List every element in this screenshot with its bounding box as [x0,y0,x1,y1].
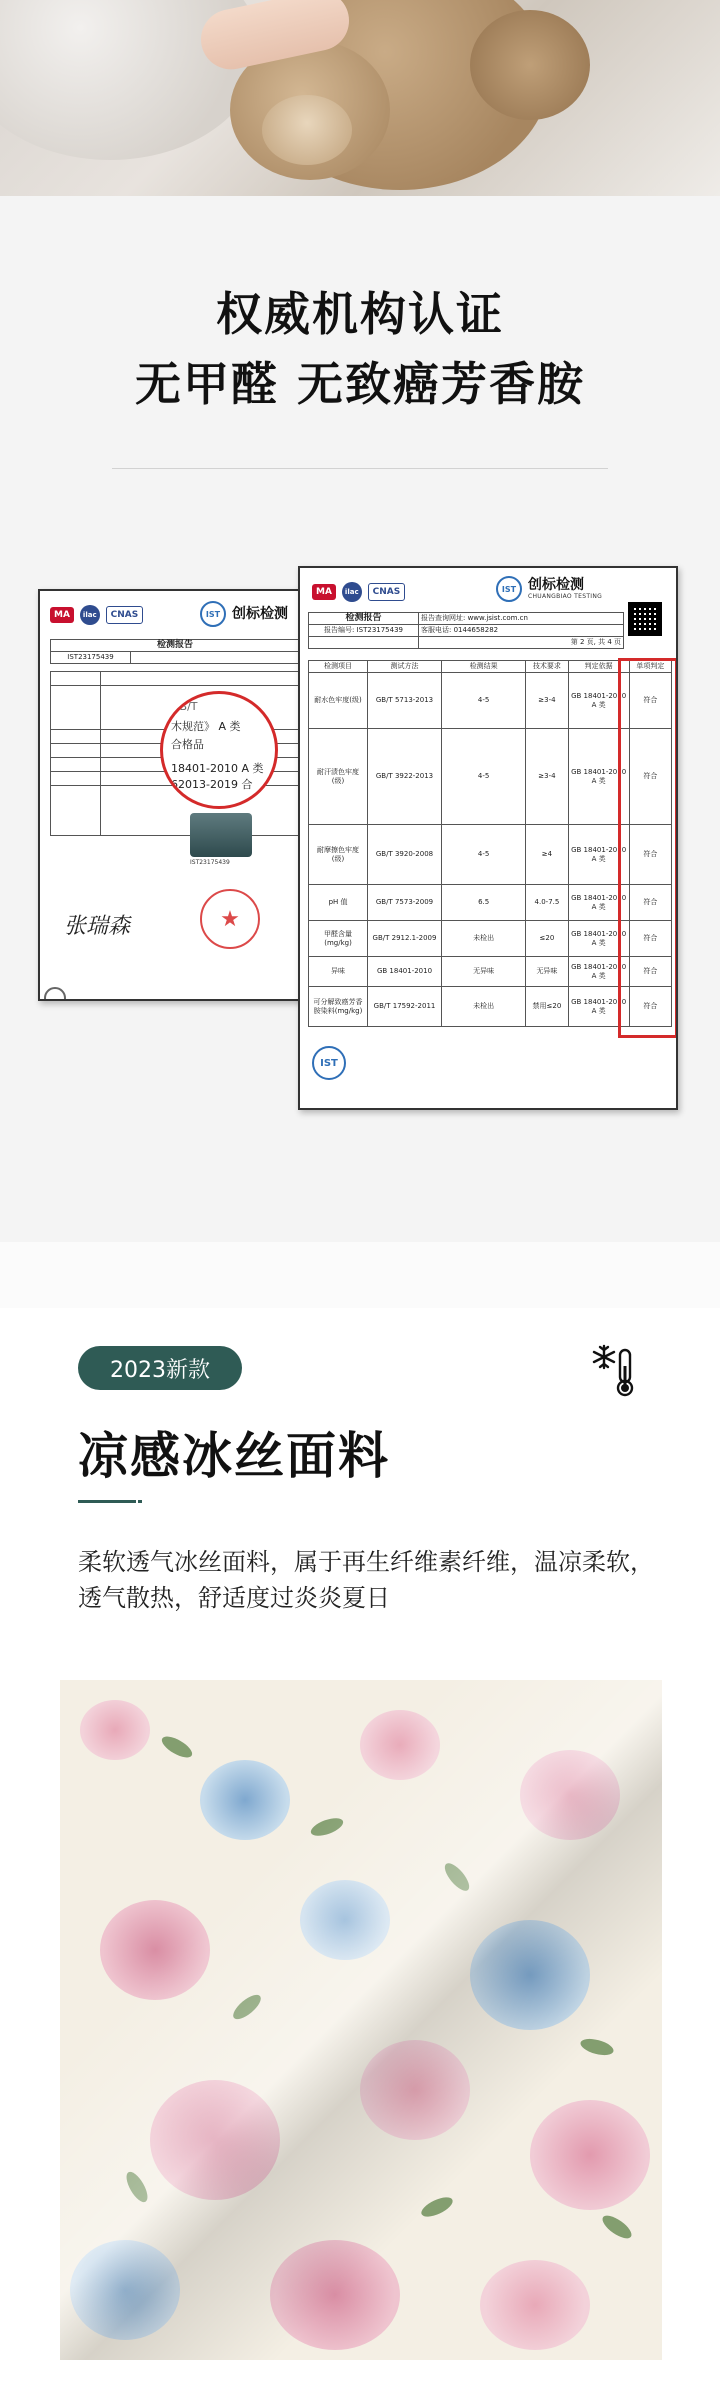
report-header-table [50,639,300,664]
accreditation-logos [312,582,405,602]
qr-code-icon [628,602,662,636]
fabric-fold-highlight [60,1680,662,2360]
table-row: 耐汗渍色牢度(级) GB/T 3922-2013 4-5 ≥3-4 GB 18401-2010 A 类 符合 [309,729,672,825]
ist-logo-icon: IST [496,576,522,602]
org-header [200,601,288,627]
report-title: 检测报告 [309,613,419,625]
fabric-section [0,1308,720,2400]
report-title: 检测报告 [51,640,300,652]
certification-section [0,196,720,1242]
fabric-title: 凉感冰丝面料 [78,1427,390,1485]
certification-subtitle: 无甲醛 无致癌芳香胺 [134,357,585,411]
fabric-description: 柔软透气冰丝面料，属于再生纤维素纤维，温凉柔软，透气散热，舒适度过炎炎夏日 [78,1548,654,1612]
report-phone: 客服电话: 0144658282 [419,625,624,637]
org-subtitle: CHUANGBIAO TESTING [528,593,603,600]
certification-title: 权威机构认证 [216,287,504,341]
org-name: 创标检测 [232,605,288,622]
results-header-row: 检测项目 测试方法 检测结果 技术要求 判定依据 单项判定 [309,661,672,673]
new-2023-badge: 2023新款 [78,1346,242,1390]
title-underline-dot [138,1500,142,1503]
teddy-bear-snout [262,95,352,165]
sample-photo [190,813,252,857]
report-no: 报告编号: IST23175439 [309,625,419,637]
org-header [496,576,602,602]
divider [112,468,608,469]
report-page: 第 2 页, 共 4 页 [419,637,624,649]
table-row: 耐摩擦色牢度(级) GB/T 3920-2008 4-5 ≥4 GB 18401-2010 A 类 符合 [309,825,672,885]
sample-id: IST23175439 [190,859,230,866]
table-row: 耐水色牢度(级) GB/T 5713-2013 4-5 ≥3-4 GB 18401-2010 A 类 符合 [309,673,672,729]
report-website: 报告查询网址: www.jsist.com.cn [419,613,624,625]
magnifier-callout: GB/T 木规范》 A 类 合格品 18401-2010 A 类 62013-2019 合 [160,691,278,809]
hero-photo [0,0,720,196]
section-divider-band [0,1242,720,1308]
table-row: 可分解致癌芳香胺染料(mg/kg) GB/T 17592-2011 未检出 禁用≤20 GB 18401-2010 A 类 符合 [309,987,672,1027]
signature: 张瑞森 [64,914,131,939]
teddy-bear-ear [470,10,590,120]
ma-logo: MA [312,584,336,600]
floral-fabric-photo [60,1680,662,2360]
ilac-logo: ilac [342,582,362,602]
red-seal-icon: ★ [200,889,260,949]
doc-corner-icon [44,987,66,1001]
report-header-table [308,612,624,649]
cnas-logo: CNAS [106,606,144,624]
ilac-logo: ilac [80,605,100,625]
accreditation-logos [50,605,143,625]
test-report-right [298,566,678,1110]
test-report-left [38,589,310,1001]
table-row: 甲醛含量(mg/kg) GB/T 2912.1-2009 未检出 ≤20 GB 18401-2010 A 类 符合 [309,921,672,957]
title-underline [78,1500,136,1503]
table-row: 异味 GB 18401-2010 无异味 无异味 GB 18401-2010 A 类 符合 [309,957,672,987]
ist-logo-icon: IST [200,601,226,627]
snowflake-thermometer-icon [590,1342,640,1398]
org-name: 创标检测 [528,577,584,593]
table-row: pH 值 GB/T 7573-2009 6.5 4.0-7.5 GB 18401-2010 A 类 符合 [309,885,672,921]
report-no: IST23175439 [51,652,131,664]
cnas-logo: CNAS [368,583,406,601]
report-footer [312,1046,346,1080]
highlight-box [618,658,678,1038]
ist-footer-logo-icon: IST [312,1046,346,1080]
ma-logo: MA [50,607,74,623]
